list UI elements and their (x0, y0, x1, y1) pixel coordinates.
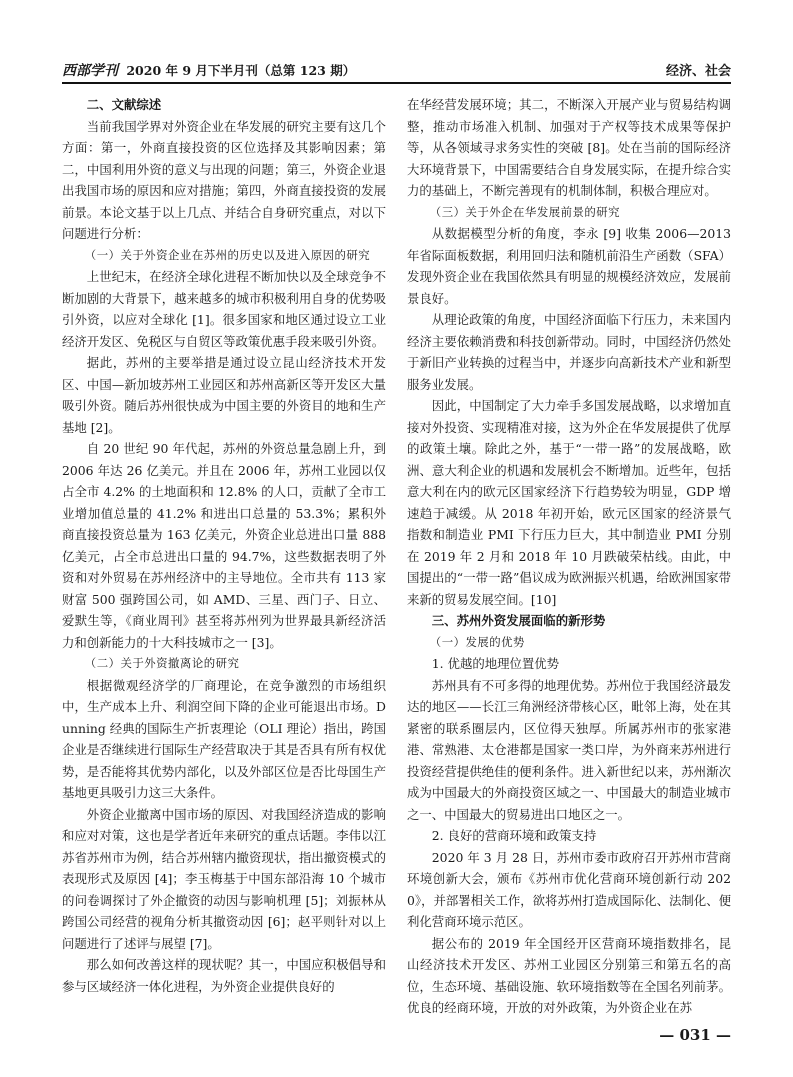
paragraph: 那么如何改善这样的现状呢？其一，中国应积极倡导和参与区域经济一体化进程，为外资企业提供良好的 (62, 957, 386, 994)
subsection-heading: （二）关于外资撤离论的研究 (84, 656, 240, 670)
paragraph: 自 20 世纪 90 年代起，苏州的外资总量急剧上升，到 2006 年达 26 亿美元。并且在 2006 年，苏州工业园以仅占全市 4.2% 的土地面积和 12.8% 的人口，贡献了全市工业增加值总量的 41.2% 和进出口总量的 53.3%；累积外商直接投资总量为 163 亿美元，外资企业总进出口量 888 亿美元，占全市总进出口量的 94.7%，这些数据表明了外资和对外贸易在苏州经济中的主导地位。全市共有 113 家财富 500 强跨国公司，如 AMD、三星、西门子、日立、爱默生等，《商业周刊》甚至将苏州列为世界最具新经济活力和创新能力的十大科技城市之一 [3]。 (62, 441, 386, 650)
left-column (62, 94, 386, 997)
paragraph: 从数据模型分析的角度，李永 [9] 收集 2006—2013 年省际面板数据，利用回归法和随机前沿生产函数（SFA）发现外资企业在我国依然具有明显的规模经济效应，发展前景良好。 (407, 226, 731, 306)
paragraph: 苏州具有不可多得的地理优势。苏州位于我国经济最发达的地区——长江三角洲经济带核心区，毗邻上海，处在其紧密的联系圈层内，区位得天独厚。所属苏州市的张家港港、常熟港、太仓港都是国家一类口岸，为外商来苏州进行投资经营提供绝佳的便利条件。进入新世纪以来，苏州渐次成为中国最大的外商投资区域之一、中国最大的制造业城市之一、中国最大的贸易进出口地区之一。 (407, 677, 731, 822)
page-header (62, 60, 731, 80)
header-left (62, 60, 355, 80)
paragraph: 从理论政策的角度，中国经济面临下行压力，未来国内经济主要依赖消费和科技创新带动。同时，中国经济仍然处于新旧产业转换的过程当中，并逐步向高新技术产业和新型服务业发展。 (407, 312, 731, 392)
paragraph: 当前我国学界对外资企业在华发展的研究主要有这几个方面：第一，外商直接投资的区位选择及其影响因素；第二，中国利用外资的意义与出现的问题；第三，外资企业退出我国市场的原因和应对措施；第四，外商直接投资的发展前景。本论文基于以上几点、并结合自身研究重点，对以下问题进行分析： (62, 118, 386, 241)
sub-subsection-heading: 1. 优越的地理位置优势 (431, 656, 560, 671)
paragraph: 根据微观经济学的厂商理论，在竞争激烈的市场组织中，生产成本上升、利润空间下降的企业可能退出市场。Dunning 经典的国际生产折衷理论（OLI 理论）指出，跨国企业是否继续进行国际生产经营取决于其是否具有所有权优势，是否能将其优势内部化，以及外部区位是否比母国生产基地更具吸引力这三大条件。 (62, 677, 386, 800)
paragraph: 外资企业撤离中国市场的原因、对我国经济造成的影响和应对对策，这也是学者近年来研究的重点话题。李伟以江苏省苏州市为例，结合苏州辖内撤资现状，指出撤资模式的表现形式及原因 [4]；李玉梅基于中国东部沿海 10 个城市的问卷调探讨了外企撤资的动因与影响机理 [5]；刘振林从跨国公司经营的视角分析其撤资动因 [6]；赵平则针对以上问题进行了述评与展望 [7]。 (62, 806, 386, 951)
right-column (407, 94, 731, 1019)
page-number: — 031 — (659, 1026, 731, 1044)
subsection-heading: （三）关于外企在华发展前景的研究 (429, 204, 621, 219)
issue-info: 2020 年 9 月下半月刊（总第 123 期） (126, 63, 356, 78)
section-name: 经济、社会 (665, 64, 731, 79)
subsection-heading: （一）关于外资企业在苏州的历史以及进入原因的研究 (84, 247, 371, 262)
paragraph: 因此，中国制定了大力牵手多国发展战略，以求增加直接对外投资、实现精准对接，这为外企在华发展提供了优厚的政策土壤。除此之外，基于“一带一路”的发展战略，欧洲、意大利企业的机遇和发展机会不断增加。近些年，包括意大利在内的欧元区国家经济下行趋势较为明显，GDP 增速趋于减缓。从 2018 年初开始，欧元区国家的经济景气指数和制造业 PMI 下行压力巨大，其中制造业 PMI 分别在 2019 年 2 月和 2018 年 10 月跌破荣枯线。由此，中国提出的“一带一路”倡议成为欧洲振兴机遇，给欧洲国家带来新的贸易发展空间。[10] (407, 398, 731, 607)
paragraph: 在华经营发展环境；其二，不断深入开展产业与贸易结构调整，推动市场准入机制、加强对于产权等技术成果等保护等，从各领域寻求务实性的突破 [8]。处在当前的国际经济大环境背景下，中国需要结合自身发展实际，在提升综合实力的基础上，不断完善现有的机制体制，积极合理应对。 (407, 97, 731, 198)
header-rule (62, 82, 731, 84)
section-heading: 二、文献综述 (86, 97, 162, 112)
paragraph: 据公布的 2019 年全国经开区营商环境指数排名，昆山经济技术开发区、苏州工业园区分别第三和第五名的高位，生态环境、基础设施、软环境指数等在全国名列前茅。优良的经商环境，开放的对外政策，为外资企业在苏 (407, 935, 731, 1015)
sub-subsection-heading: 2. 良好的营商环境和政策支持 (431, 828, 597, 843)
journal-name: 西部学刊 (62, 63, 118, 79)
paragraph: 2020 年 3 月 28 日，苏州市委市政府召开苏州市营商环境创新大会，颁布《苏州市优化营商环境创新行动 2020》，并部署相关工作，欲将苏州打造成国际化、法制化、便利化营商环境示范区。 (407, 849, 731, 929)
section-heading: 三、苏州外资发展面临的新形势 (431, 613, 606, 628)
paragraph: 据此，苏州的主要举措是通过设立昆山经济技术开发区、中国—新加坡苏州工业园区和苏州高新区等开发区大量吸引外资。随后苏州很快成为中国主要的外资目的地和生产基地 [2]。 (62, 355, 386, 435)
subsection-heading: （一）发展的优势 (429, 634, 525, 649)
paragraph: 上世纪末，在经济全球化进程不断加快以及全球竞争不断加剧的大背景下，越来越多的城市积极利用自身的优势吸引外资，以应对全球化 [1]。很多国家和地区通过设立工业经济开发区、免税区与自贸区等政策优惠手段来吸引外资。 (62, 269, 386, 349)
